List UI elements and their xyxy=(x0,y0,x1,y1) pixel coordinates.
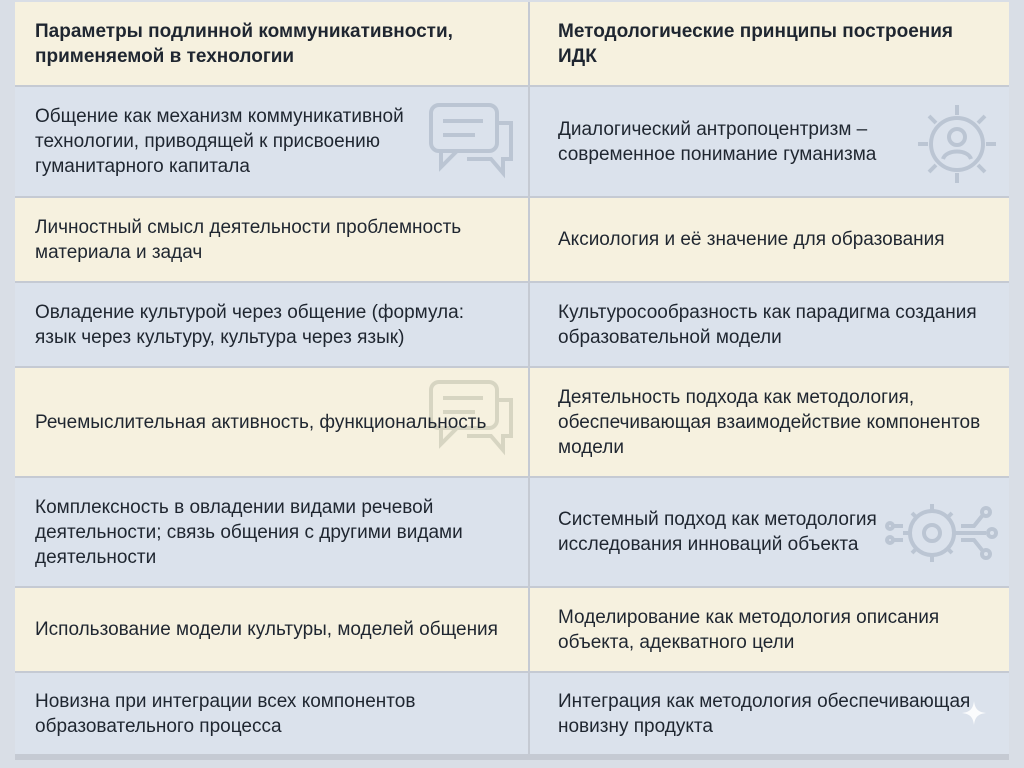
table-cell xyxy=(15,588,530,673)
cell-text: Интеграция как методология обеспечивающая новизну продукта xyxy=(558,690,971,737)
table-cell xyxy=(530,283,1009,368)
cell-text: Моделирование как методология описания объекта, адекватного цели xyxy=(558,606,940,653)
cell-text: Использование модели культуры, моделей общения xyxy=(35,619,498,640)
cell-text: Речемыслительная активность, функциональность xyxy=(35,411,487,433)
header-right-cell xyxy=(530,2,1009,87)
table-cell xyxy=(15,368,530,478)
comparison-table xyxy=(15,2,1009,760)
table-cell xyxy=(15,198,530,283)
table-cell xyxy=(530,198,1009,283)
cell-text: Системный подход как методология исследования инноваций объекта xyxy=(558,509,877,555)
cell-text: Комплексность в овладении видами речевой деятельности; связь общения с другими видами деятельности xyxy=(35,496,463,568)
table-cell xyxy=(15,673,530,756)
cell-text: Диалогический антропоцентризм – современное понимание гуманизма xyxy=(558,118,877,165)
table-cell xyxy=(530,368,1009,478)
cell-text: Общение как механизм коммуникативной технологии, приводящей к присвоению гуманитарного капитала xyxy=(35,106,404,177)
cell-text: Аксиология и её значение для образования xyxy=(558,229,945,250)
table-cell xyxy=(15,283,530,368)
cell-text: Деятельность подхода как методология, обеспечивающая взаимодействие компонентов модели xyxy=(558,386,981,458)
header-left-cell xyxy=(15,2,530,87)
header-right: Методологические принципы построения ИДК xyxy=(558,20,954,67)
table-cell xyxy=(530,478,1009,588)
sparkle-icon xyxy=(961,700,987,726)
cell-text: Новизна при интеграции всех компонентов образовательного процесса xyxy=(35,690,416,737)
table-cell xyxy=(530,673,1009,756)
table-cell xyxy=(530,87,1009,198)
header-left: Параметры подлинной коммуникативности, применяемой в технологии xyxy=(35,20,453,67)
cell-text: Овладение культурой через общение (формула: язык через культуру, культура через язык) xyxy=(35,301,464,348)
table-cell xyxy=(15,478,530,588)
table-cell xyxy=(530,588,1009,673)
cell-text: Культуросообразность как парадигма создания образовательной модели xyxy=(558,301,977,348)
table-cell xyxy=(15,87,530,198)
cell-text: Личностный смысл деятельности проблемность материала и задач xyxy=(35,216,462,263)
